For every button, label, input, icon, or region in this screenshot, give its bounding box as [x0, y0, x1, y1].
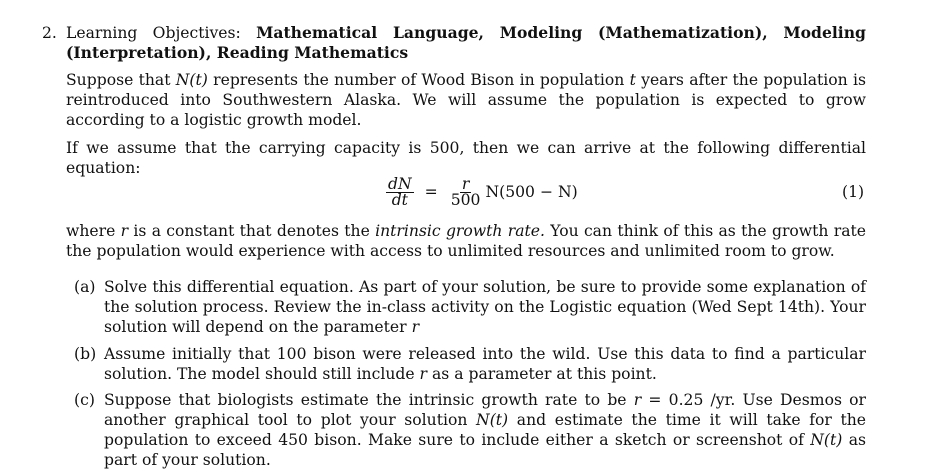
- growth-math-r: r: [120, 222, 129, 240]
- part-c-text-1: Suppose that biologists estimate the intrinsic growth rate to be: [104, 391, 634, 409]
- part-c-label: (c): [74, 391, 95, 409]
- logistic-equation: [383, 172, 578, 212]
- growth-text-2: is a constant that denotes the: [128, 222, 376, 240]
- part-b-text-1: Assume initially that 100 bison were released into the wild. Use this data to find a particular solution. The model should still include: [104, 345, 866, 383]
- part-c-text-2: = 0.25 /yr. Use Desmos or another graphical tool to plot your solution: [104, 391, 866, 429]
- equals-sign: =: [424, 183, 438, 201]
- part-b-math-r: r: [419, 365, 427, 383]
- rhs-denominator: 500: [450, 190, 481, 209]
- growth-text-1: where: [66, 222, 121, 240]
- part-a-label: (a): [74, 278, 96, 296]
- intro-text-2: represents the number of Wood Bison in population: [207, 71, 630, 89]
- problem-number: 2.: [42, 24, 57, 42]
- carrying-capacity-paragraph: If we assume that the carrying capacity is 500, then we can arrive at the following differential equation:: [66, 139, 866, 177]
- part-a-text: [104, 277, 866, 337]
- heading-objectives: Mathematical Language, Modeling (Mathematization), Modeling (Interpretation), Reading Mathematics: [66, 23, 866, 62]
- rhs-fraction: [449, 174, 483, 209]
- part-c-text-3: and estimate the time it will take for the population to exceed 450 bison. Make sure to include either a sketch or screenshot of: [104, 411, 866, 449]
- part-c-text-4: as part of your solution.: [104, 431, 866, 469]
- rhs-expression: N(500 − N): [485, 183, 578, 201]
- part-c-math-n-of-t: N(t): [476, 411, 509, 429]
- heading-prefix: Learning Objectives:: [66, 24, 241, 42]
- part-b-text: [104, 344, 866, 384]
- part-b-label: (b): [74, 345, 97, 363]
- part-c-math-r: r: [633, 391, 642, 409]
- learning-objectives-heading: [66, 23, 866, 63]
- lhs-numerator: dN: [388, 174, 412, 193]
- part-c-text: [104, 390, 866, 470]
- intro-math-n-of-t: N(t): [175, 71, 208, 89]
- part-b-text-2: as a parameter at this point.: [427, 365, 657, 383]
- intro-text-3: years after the population is reintroduced into Southwestern Alaska. We will assume the population is expected to grow according to a logistic growth model.: [66, 71, 866, 129]
- growth-text-3: You can think of this as the growth rate the population would experience with access to unlimited resources and unlimited room to grow.: [66, 222, 866, 260]
- equation-tag: (1): [842, 183, 865, 201]
- rhs-numerator: r: [461, 174, 470, 193]
- part-c-math-n-of-t-2: N(t): [810, 431, 843, 449]
- intrinsic-growth-rate-term: intrinsic growth rate.: [375, 222, 545, 240]
- intro-text-1: Suppose that: [66, 71, 176, 89]
- growth-rate-paragraph: [66, 221, 866, 261]
- intro-math-t: t: [629, 71, 636, 89]
- intro-paragraph: [66, 70, 866, 130]
- part-a-text-1: Solve this differential equation. As part of your solution, be sure to provide some explanation of the solution process. Review the in-class activity on the Logistic equation (Wed Sept 14th). Your solution will depend on the parameter: [104, 278, 866, 336]
- lhs-denominator: dt: [391, 190, 408, 209]
- part-a-math-r: r: [411, 318, 420, 336]
- lhs-fraction: [386, 174, 414, 209]
